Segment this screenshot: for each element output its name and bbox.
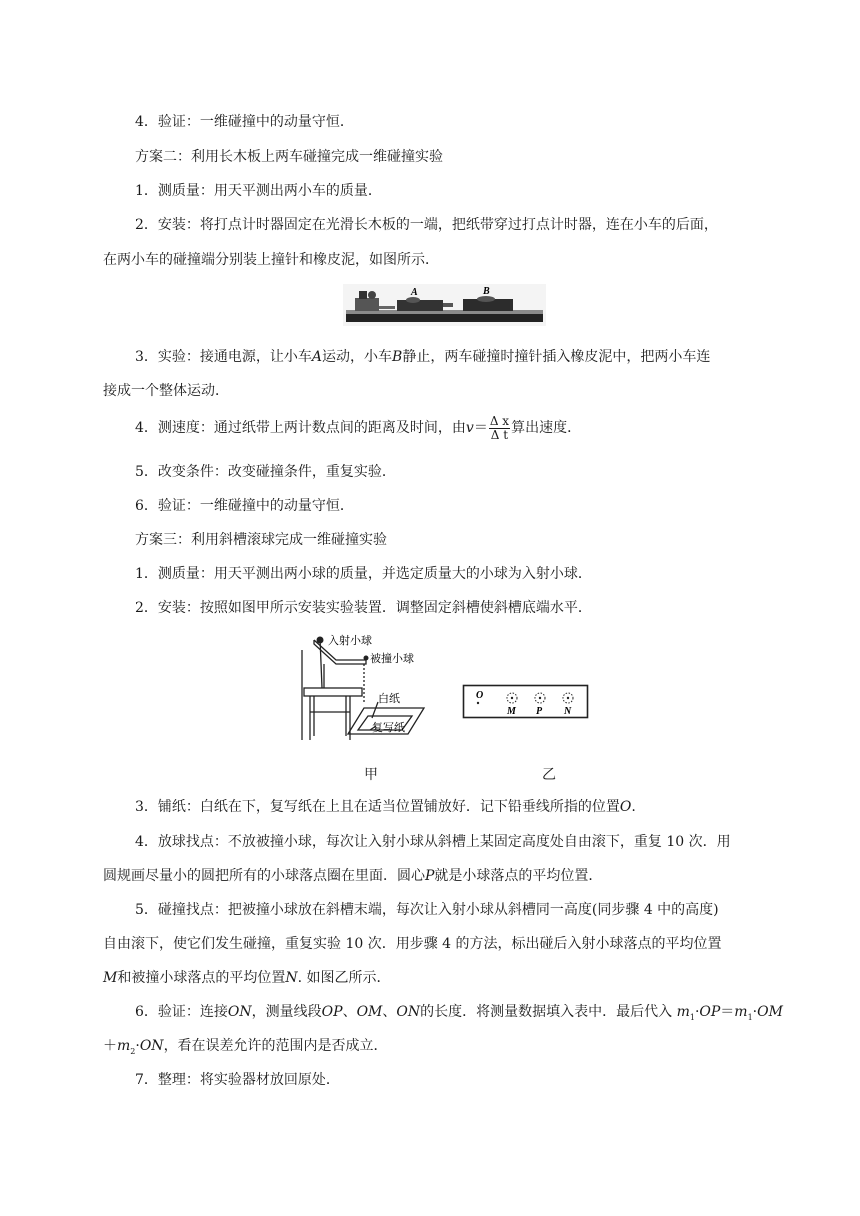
text-line: 接成一个整体运动． bbox=[103, 383, 229, 399]
text-line: M和被撞小球落点的平均位置N. 如图乙所示． bbox=[103, 970, 391, 986]
text-line: 2．安装：按照如图甲所示安装实验装置．调整固定斜槽使斜槽底端水平． bbox=[135, 600, 592, 616]
text-line: 1．测质量：用天平测出两小车的质量． bbox=[135, 183, 382, 199]
white-paper-label: 白纸 bbox=[378, 692, 400, 705]
carbon-paper-label: 复写纸 bbox=[372, 721, 405, 734]
figure-caption-yi: 乙 bbox=[542, 767, 556, 783]
text-line: 自由滚下，使它们发生碰撞，重复实验 10 次．用步骤 4 的方法，标出碰后入射小球落点的平均位置 bbox=[103, 936, 722, 952]
text-line: 4．验证：一维碰撞中的动量守恒． bbox=[135, 114, 354, 130]
point-o-label: O bbox=[476, 690, 484, 701]
text-line: 在两小车的碰撞端分别装上撞针和橡皮泥，如图所示． bbox=[103, 252, 439, 268]
text-line: 4．测速度：通过纸带上两计数点间的距离及时间，由v＝ $\frac{\text{Δ x}}{\text{Δ t}}$ 算出速度． bbox=[135, 413, 582, 442]
apparatus-figure bbox=[300, 632, 436, 744]
velocity-fraction: $\frac{\text{Δ x}}{\text{Δ t}}$ bbox=[489, 413, 510, 442]
text-line: 7．整理：将实验器材放回原处． bbox=[135, 1072, 340, 1088]
text-line: $+m_2\cdot ON$，看在误差允许的范围内是否成立． bbox=[103, 1038, 388, 1056]
incident-ball bbox=[317, 637, 324, 644]
table-top bbox=[304, 688, 362, 696]
text-line: 5．碰撞找点：把被撞小球放在斜槽末端，每次让入射小球从斜槽同一高度(同步骤 4 中的高度) bbox=[135, 902, 719, 918]
text-line: 2．安装：将打点计时器固定在光滑长木板的一端，把纸带穿过打点计时器，连在小车的后面， bbox=[135, 217, 718, 233]
target-ball-label: 被撞小球 bbox=[370, 652, 414, 665]
text-line: 6．验证：连接ON，测量线段OP、OM、ON的长度．将测量数据填入表中．最后代入 $m_1\cdot OP=m_1\cdot OM$ bbox=[135, 1004, 783, 1022]
car-b-label: B bbox=[483, 286, 490, 297]
section-heading: 方案三：利用斜槽滚球完成一维碰撞实验 bbox=[135, 532, 387, 548]
landing-points-figure bbox=[462, 684, 590, 720]
text-line: 3．铺纸：白纸在下，复写纸在上且在适当位置铺放好．记下铅垂线所指的位置O. bbox=[135, 799, 636, 815]
text-line: 5．改变条件：改变碰撞条件，重复实验． bbox=[135, 464, 396, 480]
text-line: 6．验证：一维碰撞中的动量守恒． bbox=[135, 498, 354, 514]
text-line: 圆规画尽量小的圆把所有的小球落点圈在里面．圆心P就是小球落点的平均位置． bbox=[103, 868, 603, 884]
text-line: 4．放球找点：不放被撞小球，每次让入射小球从斜槽上某固定高度处自由滚下，重复 10 次．用 bbox=[135, 834, 731, 850]
point-p-label: P bbox=[536, 706, 543, 717]
target-ball bbox=[364, 656, 369, 661]
text-line: 1．测质量：用天平测出两小球的质量，并选定质量大的小球为入射小球． bbox=[135, 566, 592, 582]
section-heading: 方案二：利用长木板上两车碰撞完成一维碰撞实验 bbox=[135, 149, 443, 165]
cars-figure bbox=[343, 284, 546, 326]
text-line: 3．实验：接通电源，让小车A运动，小车B静止，两车碰撞时撞针插入橡皮泥中，把两小车连 bbox=[135, 349, 711, 365]
car-a-label: A bbox=[411, 287, 418, 298]
point-m-label: M bbox=[507, 706, 516, 717]
figure-caption-jia: 甲 bbox=[364, 767, 378, 783]
incident-ball-label: 入射小球 bbox=[328, 634, 372, 647]
long-board bbox=[346, 314, 543, 322]
point-n-label: N bbox=[564, 706, 572, 717]
